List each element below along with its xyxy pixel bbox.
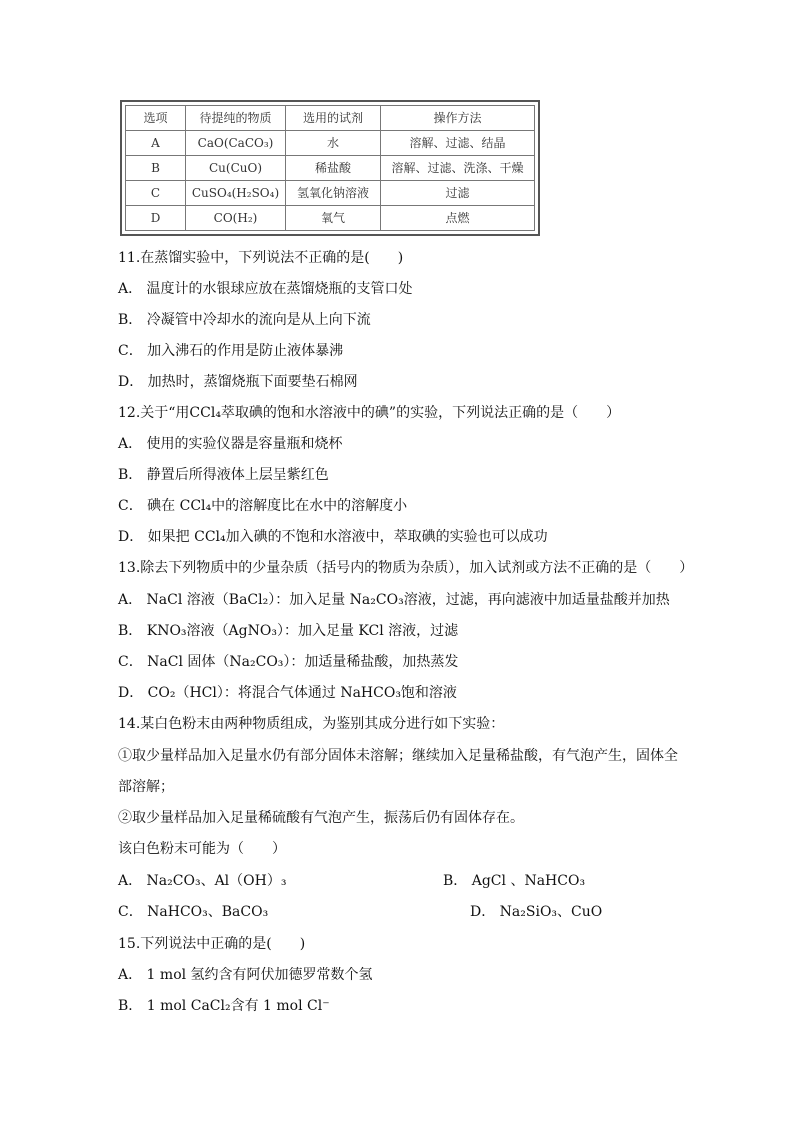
table-row bbox=[126, 181, 535, 206]
question-15-option-b: B． 1 mol CaCl₂含有 1 mol Cl⁻ bbox=[118, 998, 330, 1014]
table-cell: CaO(CaCO₃) bbox=[186, 131, 286, 156]
question-14-experiment-1-cont: 部溶解； bbox=[118, 779, 174, 795]
table-cell: 氢氧化钠溶液 bbox=[286, 181, 381, 206]
question-14-experiment-1: ①取少量样品加入足量水仍有部分固体未溶解；继续加入足量稀盐酸，有气泡产生，固体全 bbox=[118, 748, 678, 764]
table-cell: CO(H₂) bbox=[186, 206, 286, 231]
question-12-option-b: B． 静置后所得液体上层呈紫红色 bbox=[118, 467, 329, 483]
question-14-stem: 14.某白色粉末由两种物质组成，为鉴别其成分进行如下实验： bbox=[118, 716, 505, 732]
table-cell: C bbox=[126, 181, 186, 206]
purification-table bbox=[120, 100, 540, 236]
question-13-stem: 13.除去下列物质中的少量杂质（括号内的物质为杂质），加入试剂或方法不正确的是（ ） bbox=[118, 560, 694, 576]
question-13-option-a: A． NaCl 溶液（BaCl₂）：加入足量 Na₂CO₃溶液，过滤，再向滤液中加适量盐酸并加热 bbox=[118, 592, 670, 608]
question-12-option-c: C． 碘在 CCl₄中的溶解度比在水中的溶解度小 bbox=[118, 498, 408, 514]
table-cell: 氧气 bbox=[286, 206, 381, 231]
question-11-option-b: B． 冷凝管中冷却水的流向是从上向下流 bbox=[118, 312, 371, 328]
table-cell: D bbox=[126, 206, 186, 231]
question-11-option-a: A． 温度计的水银球应放在蒸馏烧瓶的支管口处 bbox=[118, 281, 413, 297]
table-header-cell: 选用的试剂 bbox=[286, 106, 381, 131]
question-13-option-d: D． CO₂（HCl）：将混合气体通过 NaHCO₃饱和溶液 bbox=[118, 685, 457, 701]
table-row bbox=[126, 206, 535, 231]
purification-table-grid bbox=[125, 105, 535, 231]
table-cell: 水 bbox=[286, 131, 381, 156]
question-13-option-c: C． NaCl 固体（Na₂CO₃）：加适量稀盐酸，加热蒸发 bbox=[118, 654, 459, 670]
question-12-option-d: D． 如果把 CCl₄加入碘的不饱和水溶液中，萃取碘的实验也可以成功 bbox=[118, 529, 548, 545]
question-15-stem: 15.下列说法中正确的是( ) bbox=[118, 936, 306, 952]
table-cell: 溶解、过滤、洗涤、干燥 bbox=[381, 156, 535, 181]
table-cell: 过滤 bbox=[381, 181, 535, 206]
question-14-question: 该白色粉末可能为（ ） bbox=[118, 841, 286, 857]
question-12-option-a: A． 使用的实验仪器是容量瓶和烧杯 bbox=[118, 436, 343, 452]
question-12-stem: 12.关于“用CCl₄萃取碘的饱和水溶液中的碘”的实验，下列说法正确的是（ ） bbox=[118, 405, 621, 421]
table-cell: Cu(CuO) bbox=[186, 156, 286, 181]
table-row bbox=[126, 131, 535, 156]
table-cell: 点燃 bbox=[381, 206, 535, 231]
question-11-stem: 11.在蒸馏实验中，下列说法不正确的是( ) bbox=[118, 250, 404, 266]
question-14-option-c: C． NaHCO₃、BaCO₃ bbox=[118, 904, 269, 920]
table-header-row bbox=[126, 106, 535, 131]
question-14-option-d: D． Na₂SiO₃、CuO bbox=[470, 904, 603, 920]
table-header-cell: 待提纯的物质 bbox=[186, 106, 286, 131]
table-row bbox=[126, 156, 535, 181]
question-15-option-a: A． 1 mol 氢约含有阿伏加德罗常数个氢 bbox=[118, 967, 373, 983]
table-cell: CuSO₄(H₂SO₄) bbox=[186, 181, 286, 206]
question-14-experiment-2: ②取少量样品加入足量稀硫酸有气泡产生，振荡后仍有固体存在。 bbox=[118, 810, 524, 826]
table-cell: 稀盐酸 bbox=[286, 156, 381, 181]
question-11-option-d: D． 加热时，蒸馏烧瓶下面要垫石棉网 bbox=[118, 374, 358, 390]
question-13-option-b: B． KNO₃溶液（AgNO₃）：加入足量 KCl 溶液，过滤 bbox=[118, 623, 459, 639]
table-cell: A bbox=[126, 131, 186, 156]
table-cell: 溶解、过滤、结晶 bbox=[381, 131, 535, 156]
question-14-option-a: A． Na₂CO₃、Al（OH）₃ bbox=[118, 873, 287, 889]
table-header-cell: 选项 bbox=[126, 106, 186, 131]
table-cell: B bbox=[126, 156, 186, 181]
question-11-option-c: C． 加入沸石的作用是防止液体暴沸 bbox=[118, 343, 344, 359]
table-header-cell: 操作方法 bbox=[381, 106, 535, 131]
question-14-option-b: B． AgCl 、NaHCO₃ bbox=[443, 873, 586, 889]
